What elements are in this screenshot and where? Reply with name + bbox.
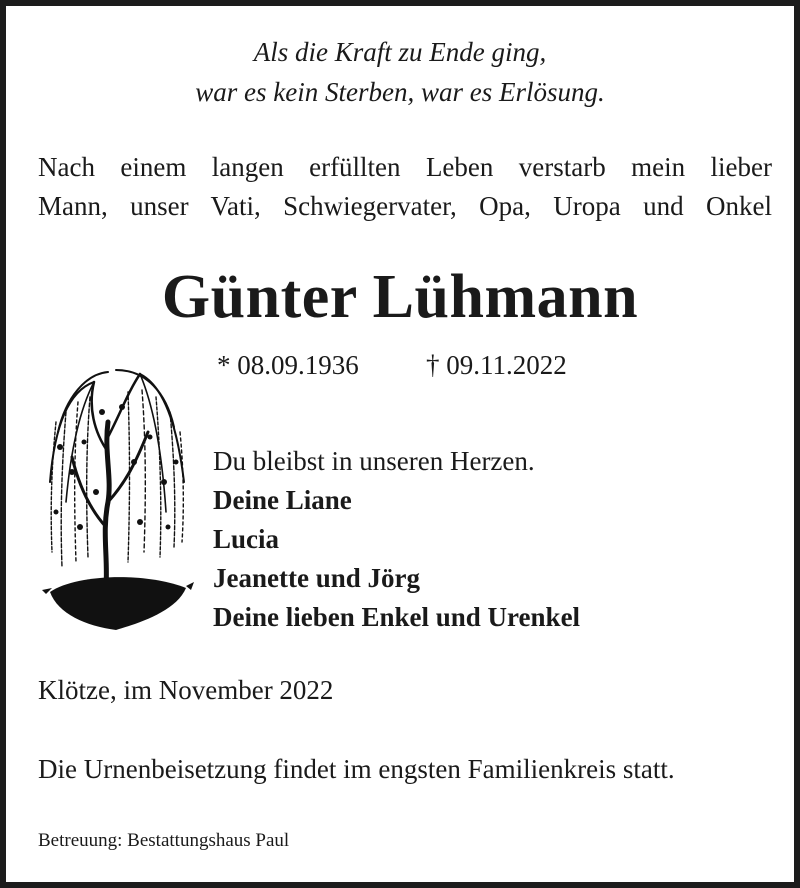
weeping-willow-icon <box>36 352 196 642</box>
mourner-2: Lucia <box>213 524 280 554</box>
funeral-home-credit: Betreuung: Bestattungshaus Paul <box>38 830 290 851</box>
intro-line-1: Nach einem langen erfüllten Leben verstarb mein lieber <box>38 152 772 182</box>
mourner-3: Jeanette und Jörg <box>213 563 420 593</box>
burial-note: Die Urnenbeisetzung findet im engsten Familienkreis statt. <box>38 754 675 784</box>
birth-date: * 08.09.1936 <box>217 350 359 380</box>
death-date: † 09.11.2022 <box>426 350 567 380</box>
place-date: Klötze, im November 2022 <box>38 675 334 705</box>
poem-line-2: war es kein Sterben, war es Erlösung. <box>195 77 605 107</box>
poem <box>6 32 794 112</box>
mourner-1: Deine Liane <box>213 485 352 515</box>
intro-line-2: Mann, unser Vati, Schwiegervater, Opa, Uropa und Onkel <box>38 191 772 221</box>
poem-line-1: Als die Kraft zu Ende ging, <box>253 37 547 67</box>
intro-text <box>38 148 772 226</box>
deceased-name: Günter Lühmann <box>161 263 639 331</box>
closing-block <box>213 442 580 637</box>
closing-message: Du bleibst in unseren Herzen. <box>213 446 535 476</box>
mourner-4: Deine lieben Enkel und Urenkel <box>213 602 581 632</box>
